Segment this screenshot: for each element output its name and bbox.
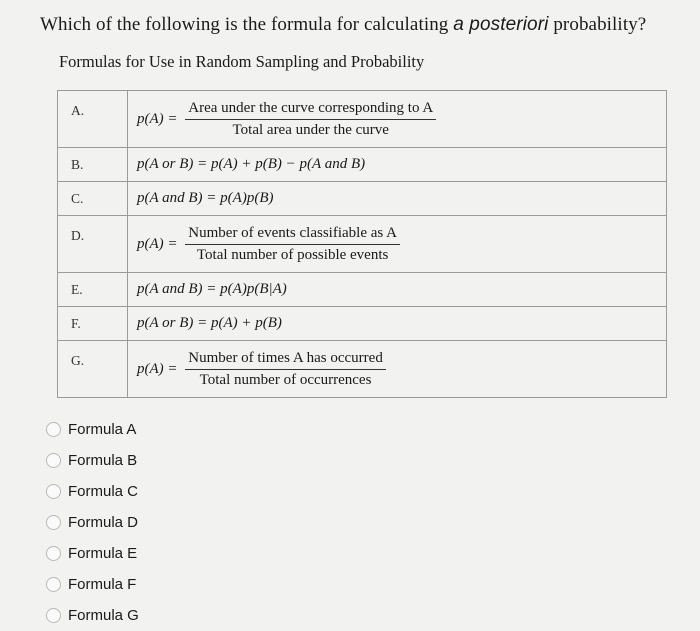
radio-button[interactable] (46, 608, 61, 623)
option-formula-d[interactable] (46, 507, 139, 538)
fraction: $\frac{\text{Area under the curve corresponding to A}}{\text{Total area under the curve}}$ (185, 100, 436, 139)
formula-row-b (58, 148, 667, 182)
formula-f: p(A or B) = p(A) + p(B) (128, 307, 667, 341)
formula-g: p(A) = $\frac{\text{Number of times A has occurred}}{\text{Total number of occurrences}}$ (128, 341, 667, 398)
formula-row-d (58, 216, 667, 273)
radio-button[interactable] (46, 422, 61, 437)
formula-label: B. (58, 148, 128, 182)
formula-row-e (58, 273, 667, 307)
answer-options (46, 414, 139, 631)
formula-c: p(A and B) = p(A)p(B) (128, 182, 667, 216)
option-label: Formula D (68, 514, 139, 531)
radio-button[interactable] (46, 546, 61, 561)
formula-row-g (58, 341, 667, 398)
option-label: Formula B (68, 452, 138, 469)
formula-label: G. (58, 341, 128, 398)
option-label: Formula A (68, 421, 137, 438)
formula-label: E. (58, 273, 128, 307)
formula-label: C. (58, 182, 128, 216)
fraction: $\frac{\text{Number of times A has occurred}}{\text{Total number of occurrences}}$ (185, 350, 386, 389)
table-title: Formulas for Use in Random Sampling and Probability (59, 52, 425, 71)
option-formula-a[interactable] (46, 414, 139, 445)
formula-d: p(A) = $\frac{\text{Number of events classifiable as A}}{\text{Total number of possible events}}$ (128, 216, 667, 273)
question-emphasis: a posteriori (453, 14, 549, 35)
radio-button[interactable] (46, 484, 61, 499)
option-formula-g[interactable] (46, 600, 139, 631)
question-text: Which of the following is the formula for calculating a posteriori probability? (40, 14, 647, 35)
option-label: Formula G (68, 607, 139, 624)
radio-button[interactable] (46, 577, 61, 592)
radio-button[interactable] (46, 453, 61, 468)
fraction: $\frac{\text{Number of events classifiable as A}}{\text{Total number of possible events}}$ (185, 225, 400, 264)
formula-label: A. (58, 91, 128, 148)
formula-row-a (58, 91, 667, 148)
option-label: Formula E (68, 545, 138, 562)
option-formula-f[interactable] (46, 569, 139, 600)
option-label: Formula C (68, 483, 139, 500)
formula-label: D. (58, 216, 128, 273)
radio-button[interactable] (46, 515, 61, 530)
formula-row-f (58, 307, 667, 341)
formula-table (57, 90, 667, 398)
formula-e: p(A and B) = p(A)p(B|A) (128, 273, 667, 307)
formula-a: p(A) = $\frac{\text{Area under the curve corresponding to A}}{\text{Total area under the curve}}$ (128, 91, 667, 148)
option-label: Formula F (68, 576, 137, 593)
option-formula-b[interactable] (46, 445, 139, 476)
formula-label: F. (58, 307, 128, 341)
formula-b: p(A or B) = p(A) + p(B) − p(A and B) (128, 148, 667, 182)
option-formula-e[interactable] (46, 538, 139, 569)
formula-row-c (58, 182, 667, 216)
option-formula-c[interactable] (46, 476, 139, 507)
